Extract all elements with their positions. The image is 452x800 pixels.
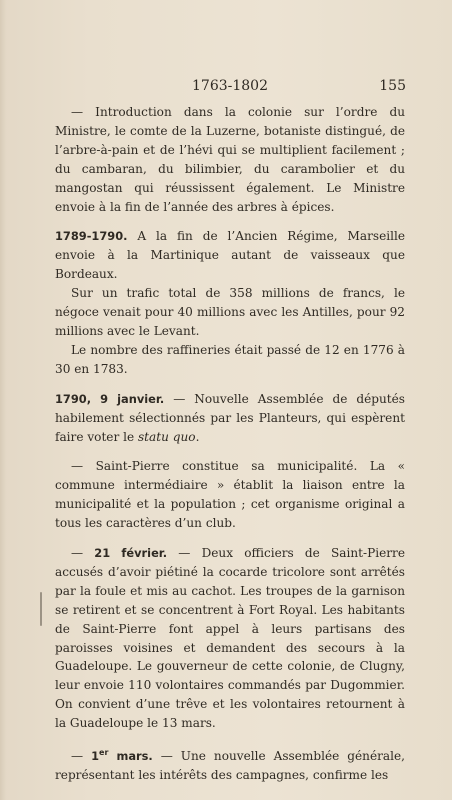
paragraph-raffineries: Le nombre des raffineries était passé de 12 en 1776 à 30 en 1783. [55, 342, 405, 376]
date-heading: 1789-1790. [55, 229, 128, 244]
paragraph-1er-mars: — 1er mars. — Une nouvelle Assemblée générale, représentant les intérêts des campagnes, confirme les [55, 748, 405, 782]
date-heading: 21 février. [94, 546, 168, 561]
paragraph-introduction: — Introduction dans la colonie sur l’ordre du Ministre, le comte de la Luzerne, botaniste distingué, de l’arbre-à-pain et de l’hévi qui se multiplient facilement ; du cambaran, du bilimbier, du carambolier et du mangostan qui réussissent également. Le Ministre envoie à la fin de l’année des arbres à épices. [55, 105, 405, 214]
italic-term: statu quo [137, 429, 196, 444]
paragraph-1789-1790: 1789-1790. A la fin de l’Ancien Régime, Marseille envoie à la Martinique autant de vaisseaux que Bordeaux. [55, 229, 405, 282]
paragraph-municipalite: — Saint-Pierre constitue sa municipalité. La « commune intermédiaire » établit la liaison entre la municipalité et la population ; cet organisme original a tous les caractères d’un club. [55, 459, 405, 531]
page-edge-shadow [0, 0, 6, 800]
page-body [55, 103, 405, 785]
date-heading: 1790, 9 janvier. [55, 391, 165, 406]
paragraph-21-fevrier: — 21 février. — Deux officiers de Saint-Pierre accusés d’avoir piétiné la cocarde tricolore sont arrêtés par la foule et mis au cachot. Les troupes de la garnison se retirent et se concentrent à Fort Royal. Les habitants de Saint-Pierre font appel à leurs partisans des paroisses voisines et demandent des secours à la Guadeloupe. Le gouverneur de cette colonie, de Clugny, leur envoie 110 volontaires commandés par Dugommier. On convient d’une trêve et les volontaires retournent à la Guadeloupe le 13 mars. [55, 546, 405, 731]
date-heading: 1er mars. [91, 748, 153, 763]
page-header [54, 78, 406, 96]
pencil-margin-mark [40, 592, 42, 626]
paragraph-1790-janvier: 1790, 9 janvier. — Nouvelle Assemblée de députés habilement sélectionnés par les Planteurs, qui espèrent faire voter le statu quo. [55, 391, 405, 444]
paragraph-trafic: Sur un trafic total de 358 millions de francs, le négoce venait pour 40 millions avec les Antilles, pour 92 millions avec le Levant. [55, 286, 405, 338]
running-title: 1763-1802 [192, 78, 268, 94]
page-number: 155 [379, 78, 406, 94]
